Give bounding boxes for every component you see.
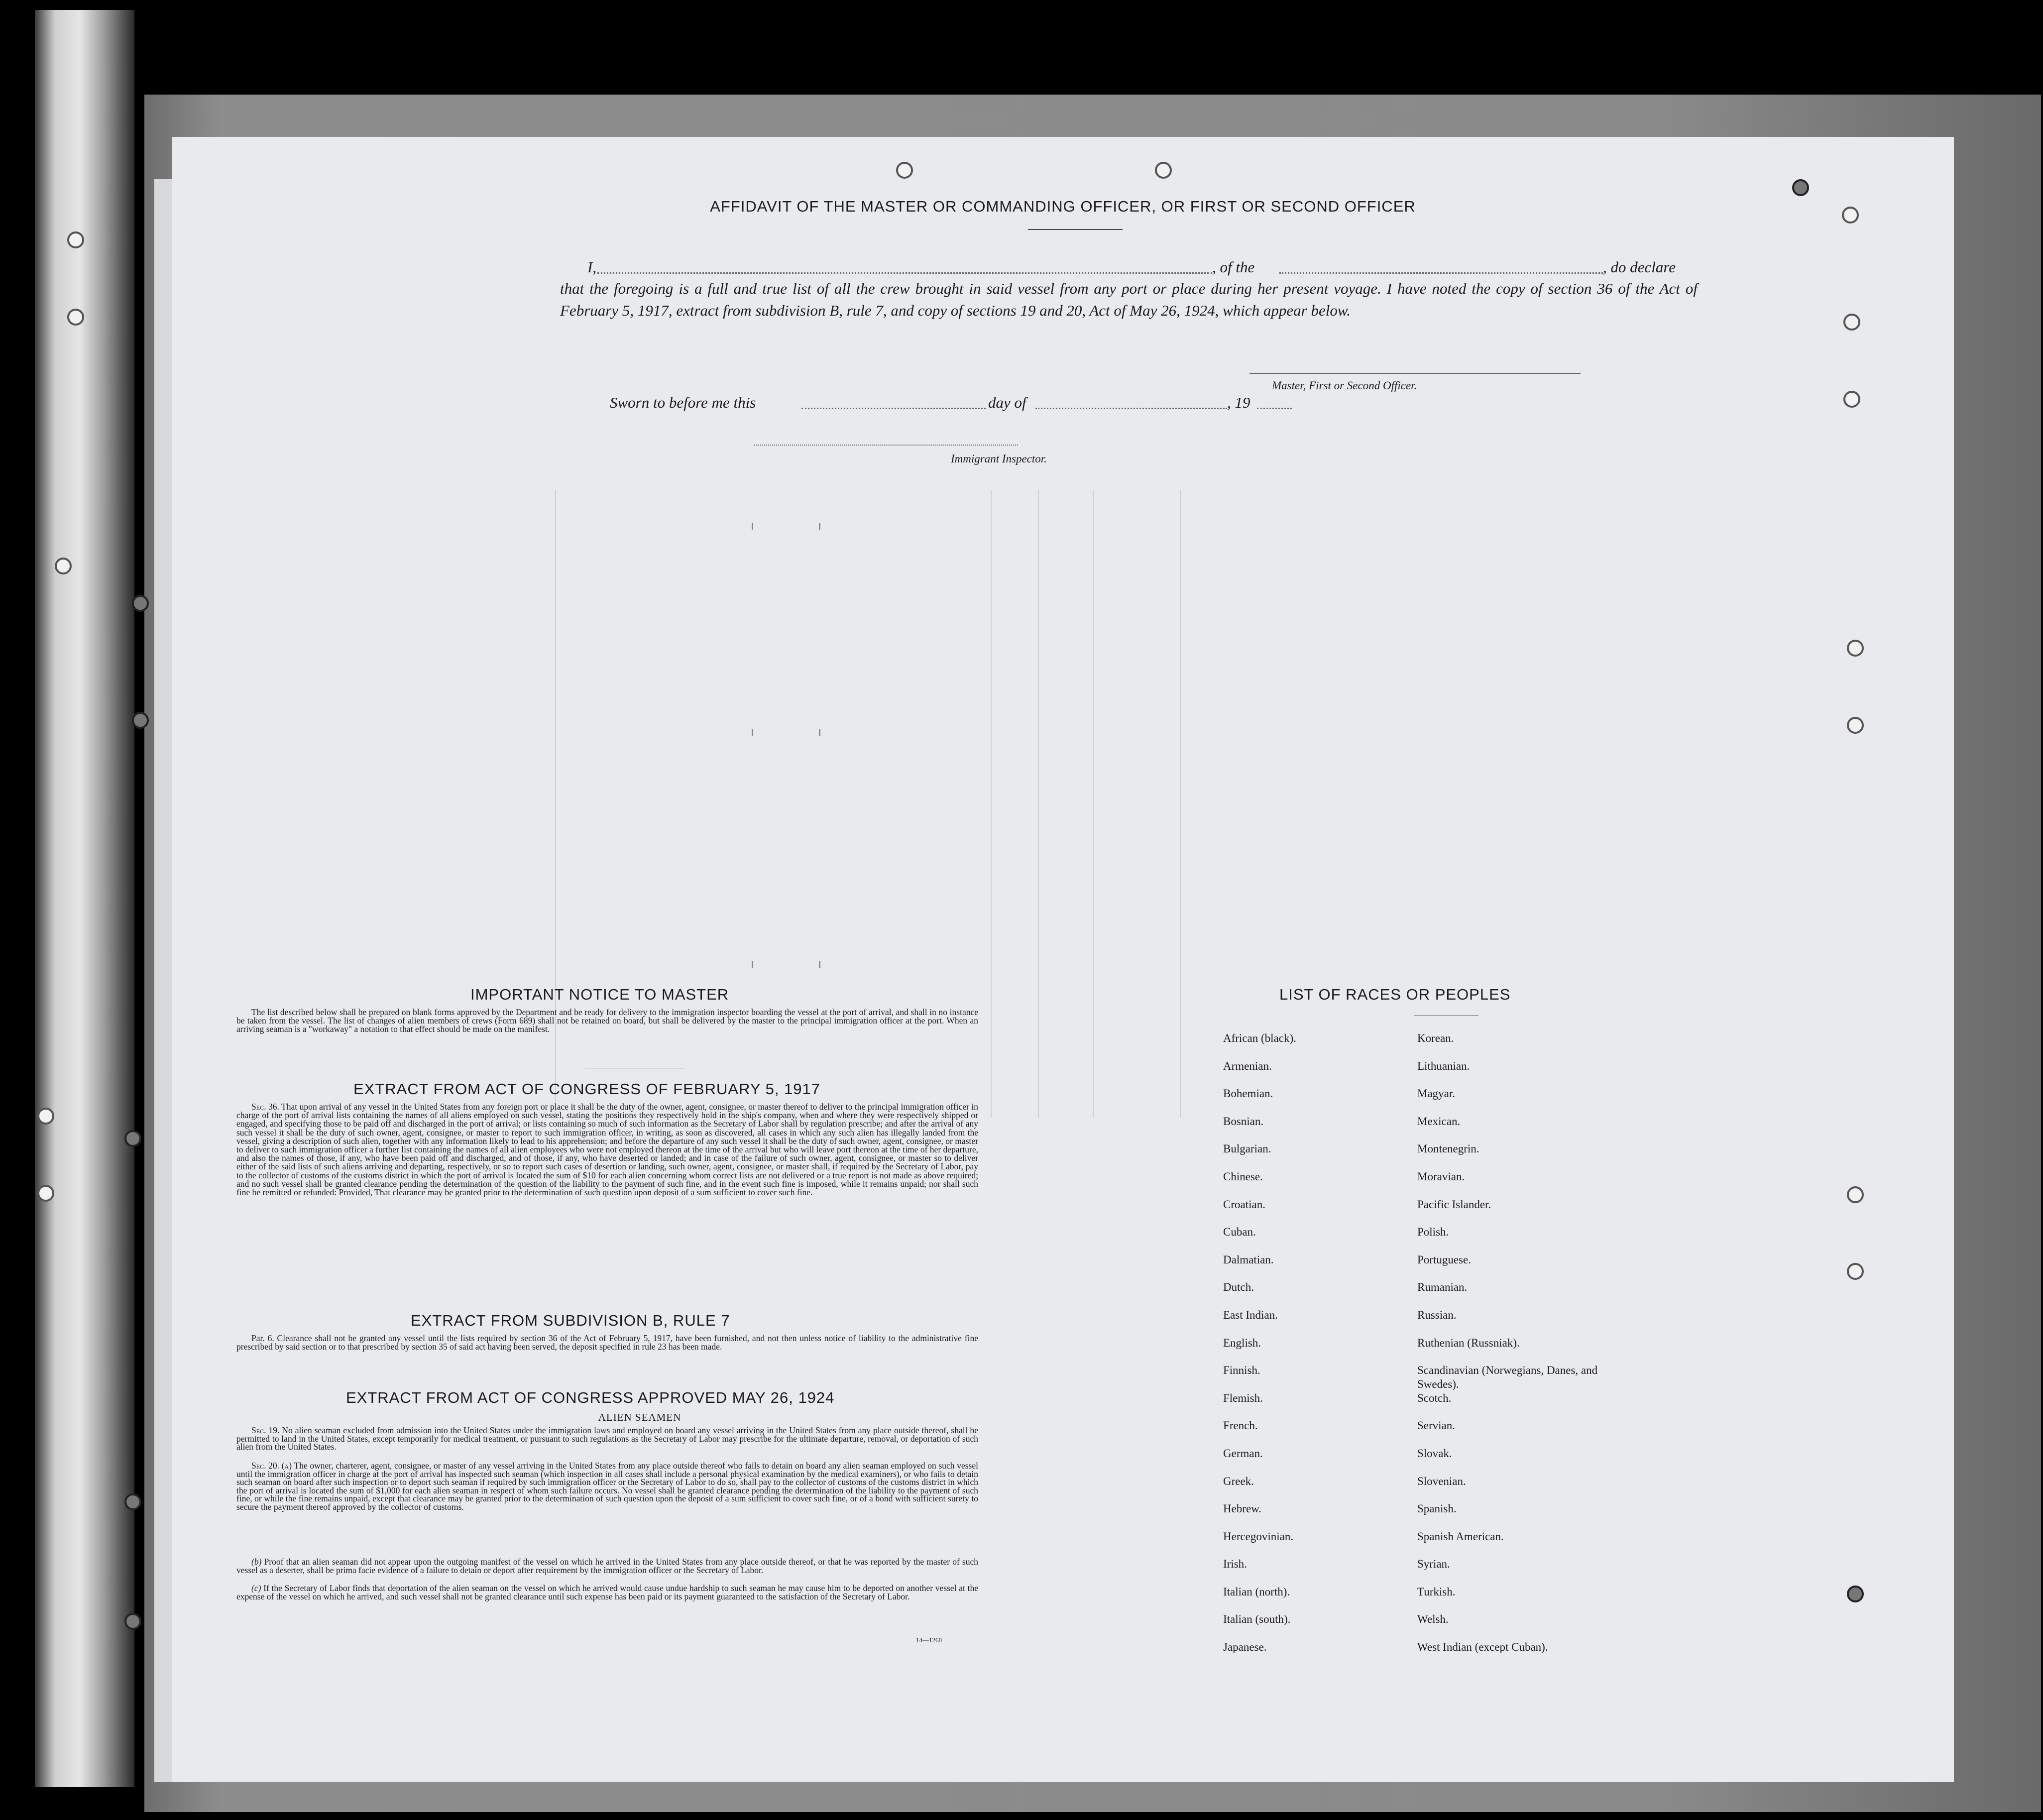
page-hole bbox=[1155, 162, 1172, 179]
scan-mark bbox=[752, 729, 753, 736]
race-item: Pacific Islander. bbox=[1417, 1198, 1491, 1211]
binder-hole bbox=[124, 1130, 141, 1147]
race-item: Croatian. bbox=[1223, 1198, 1265, 1211]
race-item: Armenian. bbox=[1223, 1059, 1272, 1072]
sec-20c-label: (c) bbox=[251, 1583, 261, 1593]
rule7-text: Par. 6. Clearance shall not be granted any vessel until the lists required by section 36 of the Act of February 5, 1917, have been furnished, and not then unless notice of liability to the administrative fine prescribed by said section or to that prescribed by section 35 of said act having been served, the deposit specified in rule 23 has been made. bbox=[236, 1333, 978, 1352]
race-item: Servian. bbox=[1417, 1419, 1456, 1432]
race-item: Finnish. bbox=[1223, 1364, 1260, 1377]
sec-36-text: That upon arrival of any vessel in the United States from any foreign port or place it shall be the duty of the owner, agent, consignee, or master thereof to deliver to the principal immigration officer in charge of the port of arrival lists containing the names of all aliens employed on such vessel, stating the positions they respectively hold in the ship's company, when and where they were respectively shipped or engaged, and specifying those to be paid off and discharged in the port of arrival; or lists containing so much of such information as the Secretary of Labor shall by regulation prescribe; and after the arrival of any such vessel it shall be the duty of such owner, agent, consignee, or master to report to such immigration officer, in writing, as soon as discovered, all cases in which any such alien has illegally landed from the vessel, giving a description of such alien, together with any information likely to lead to his apprehension; and before the departure of any such vessel it shall be the duty of such owner, agent, consignee, or master to deliver to such immigration officer a further list containing the names of all alien employees who were not employed thereon at the time of the arrival but who will leave port thereon at the time of her departure, and also the names of those, if any, who have been paid off and discharged, and of those, if any, who have deserted or landed; and in case of the failure of such owner, agent, consignee, or master so to deliver either of the said lists of such aliens arriving and departing, respectively, or so to report such cases of desertion or landing, such owner, agent, consignee, or master shall, if required by the Secretary of Labor, pay to the collector of customs of the customs district in which the port of arrival is located the sum of $10 for each alien concerning whom correct lists are not delivered or a true report is not made as above required; and no such vessel shall be granted clearance pending the determination of the question of the liability to the payment of such fine, and in the event such fine is imposed, while it remains unpaid; nor shall such fine be remitted or refunded: Provided, That clearance may be granted prior to the determination of such question upon deposit of a sum sufficient to cover such fine. bbox=[236, 1102, 978, 1198]
sec-20b-text bbox=[236, 1558, 978, 1574]
scan-mark bbox=[819, 961, 820, 968]
sec-20b-label: (b) bbox=[251, 1557, 262, 1567]
race-item: Scotch. bbox=[1417, 1391, 1452, 1404]
inspector-signature-line[interactable] bbox=[754, 445, 1018, 446]
rule7-title: EXTRACT FROM SUBDIVISION B, RULE 7 bbox=[411, 1312, 730, 1329]
scan-mark bbox=[819, 729, 820, 736]
column-rule bbox=[1180, 490, 1181, 1118]
races-title: LIST OF RACES OR PEOPLES bbox=[1279, 986, 1511, 1003]
notice-title: IMPORTANT NOTICE TO MASTER bbox=[470, 986, 729, 1003]
race-item: African (black). bbox=[1223, 1032, 1296, 1044]
page-hole bbox=[896, 162, 913, 179]
binder-hole bbox=[37, 1185, 54, 1202]
binder-edge bbox=[35, 10, 134, 1787]
sec-20b-body: Proof that an alien seaman did not appear upon the outgoing manifest of the vessel on which he arrived in the United States from any place outside thereof, or that he was reported by the master of such vessel as a deserter, shall be prima facie evidence of a failure to detain or deport after requirement by the immigration officer or the Secretary of Labor. bbox=[236, 1557, 979, 1575]
race-item: Moravian. bbox=[1417, 1170, 1465, 1183]
affidavit-line1-of-the: , of the bbox=[1212, 258, 1255, 276]
race-item: Hercegovinian. bbox=[1223, 1530, 1294, 1543]
sworn-month-blank[interactable] bbox=[1035, 408, 1227, 409]
notice-text: The list described below shall be prepared on blank forms approved by the Department and be ready for delivery to the immigration inspector boarding the vessel at the port of arrival, and shall in no instance be taken from the vessel. The list of changes of alien members of crews (Form 689) shall not be retained on board, but shall be delivered by the master to the principal immigration officer at the port. When an arriving seaman is a "workaway" a notation to that effect should be made on the manifest. bbox=[236, 1007, 978, 1034]
race-item: Spanish American. bbox=[1417, 1530, 1504, 1543]
scan-mark bbox=[752, 961, 753, 968]
sec-19-body: No alien seaman excluded from admission into the United States under the immigration laws and employed on board any vessel arriving in the United States from any place outside thereof, shall be permitted to land in the United States, except temporarily for medical treatment, or pursuant to such regulations as the Secretary of Labor may prescribe for the ultimate departure, removal, or deportation of such alien from the United States. bbox=[236, 1425, 979, 1452]
affidavit-body: that the foregoing is a full and true list of all the crew brought in said vessel from any port or place during her present voyage. I have noted the copy of section 36 of the Act of February 5, 1917, extract from subdivision B, rule 7, and copy of sections 19 and 20, Act of May 26, 1924, which appear below. bbox=[560, 280, 1698, 319]
binder-hole bbox=[132, 712, 149, 729]
race-item: Rumanian. bbox=[1417, 1281, 1468, 1294]
vessel-blank[interactable] bbox=[1279, 272, 1603, 274]
page-hole bbox=[1847, 640, 1864, 657]
extract-1924-title: EXTRACT FROM ACT OF CONGRESS APPROVED MAY 26, 1924 bbox=[346, 1389, 835, 1406]
sworn-year-blank[interactable] bbox=[1257, 408, 1292, 409]
sworn-year: , 19 bbox=[1227, 394, 1250, 411]
race-item: Irish. bbox=[1223, 1558, 1247, 1571]
race-item: Magyar. bbox=[1417, 1087, 1456, 1100]
race-item: Scandinavian (Norwegians, Danes, and Swedes). bbox=[1417, 1364, 1598, 1391]
sworn-day-blank[interactable] bbox=[801, 408, 986, 409]
column-rule bbox=[1093, 490, 1094, 1118]
race-item: Korean. bbox=[1417, 1032, 1454, 1044]
race-item: Flemish. bbox=[1223, 1391, 1263, 1404]
inspector-label: Immigrant Inspector. bbox=[951, 453, 1047, 465]
race-item: English. bbox=[1223, 1336, 1261, 1349]
sec-19-label: Sec. 19. bbox=[251, 1425, 280, 1435]
scan-mark bbox=[819, 523, 820, 530]
column-rule bbox=[1038, 490, 1039, 1118]
extract-1917-text bbox=[236, 1103, 978, 1197]
race-item: Chinese. bbox=[1223, 1170, 1263, 1183]
sec-20a-text bbox=[236, 1462, 978, 1511]
race-item: Italian (north). bbox=[1223, 1585, 1290, 1598]
sec-20c-text bbox=[236, 1584, 978, 1600]
name-blank[interactable] bbox=[597, 272, 1212, 274]
race-item: Montenegrin. bbox=[1417, 1142, 1479, 1155]
race-item: Japanese. bbox=[1223, 1641, 1267, 1654]
signature-line[interactable] bbox=[1249, 373, 1581, 374]
binder-hole bbox=[67, 309, 84, 326]
signature-label: Master, First or Second Officer. bbox=[1272, 379, 1417, 392]
sworn-day-of: day of bbox=[988, 394, 1026, 411]
scan-mark bbox=[752, 523, 753, 530]
race-item: Hebrew. bbox=[1223, 1502, 1262, 1515]
affidavit-line1-i: I, bbox=[587, 258, 597, 276]
race-item: Bohemian. bbox=[1223, 1087, 1273, 1100]
race-item: Russian. bbox=[1417, 1308, 1457, 1321]
race-item: Polish. bbox=[1417, 1226, 1449, 1239]
binder-hole bbox=[67, 231, 84, 248]
title-rule bbox=[1028, 229, 1123, 230]
sec-20-label: Sec. 20. (a) bbox=[251, 1461, 292, 1471]
page-hole bbox=[1847, 717, 1864, 734]
race-item: Turkish. bbox=[1417, 1585, 1456, 1598]
page-hole bbox=[1792, 179, 1809, 196]
sec-20a-body: The owner, charterer, agent, consignee, or master of any vessel arriving in the United States from any place outside thereof who fails to detain on board any alien seaman employed on such vessel until the immigration officer in charge at the port of arrival has inspected such seaman (which inspection in all cases shall include a personal physical examination by the medical examiners), or who fails to detain such seaman on board after such inspection or to deport such seaman if required by such immigration officer or the Secretary of Labor to do so, shall pay to the collector of customs of the customs district in which the port of arrival is located the sum of $1,000 for each alien seaman in respect of whom such failure occurs. No vessel shall be granted clearance pending the determination of the liability to the payment of such fine, or while the fine remains unpaid, except that clearance may be granted prior to the determination of such question upon the deposit of a sum sufficient to cover such fine, or of a bond with sufficient surety to secure the payment thereof approved by the collector of customs. bbox=[236, 1461, 979, 1512]
race-item: Bosnian. bbox=[1223, 1115, 1264, 1128]
race-item: West Indian (except Cuban). bbox=[1417, 1641, 1548, 1654]
binder-hole bbox=[124, 1493, 141, 1510]
column-rule bbox=[991, 490, 992, 1118]
race-item: East Indian. bbox=[1223, 1308, 1278, 1321]
race-item: Mexican. bbox=[1417, 1115, 1461, 1128]
page-hole bbox=[1843, 391, 1860, 408]
race-item: Cuban. bbox=[1223, 1226, 1256, 1239]
binder-hole bbox=[124, 1613, 141, 1630]
page-hole bbox=[1843, 314, 1860, 331]
race-item: Slovenian. bbox=[1417, 1475, 1466, 1487]
race-item: Slovak. bbox=[1417, 1447, 1452, 1460]
affidavit-line1-declare: , do declare bbox=[1603, 258, 1676, 276]
sec-19-text bbox=[236, 1426, 978, 1451]
race-item: Lithuanian. bbox=[1417, 1059, 1470, 1072]
manifest-page bbox=[172, 137, 1954, 1782]
race-item: German. bbox=[1223, 1447, 1263, 1460]
binder-hole bbox=[55, 558, 72, 574]
race-item: Portuguese. bbox=[1417, 1253, 1471, 1266]
race-item: Dutch. bbox=[1223, 1281, 1254, 1294]
races-column-2 bbox=[1417, 1031, 1626, 1668]
alien-seamen-subtitle: ALIEN SEAMEN bbox=[598, 1411, 681, 1423]
race-item: Greek. bbox=[1223, 1475, 1254, 1487]
binder-hole bbox=[132, 595, 149, 612]
page-hole bbox=[1847, 1186, 1864, 1203]
binder-hole bbox=[37, 1108, 54, 1125]
page-hole bbox=[1847, 1263, 1864, 1280]
race-item: French. bbox=[1223, 1419, 1258, 1432]
affidavit-title: AFFIDAVIT OF THE MASTER OR COMMANDING OFFICER, OR FIRST OR SECOND OFFICER bbox=[710, 198, 1416, 215]
race-item: Ruthenian (Russniak). bbox=[1417, 1336, 1520, 1349]
race-item: Welsh. bbox=[1417, 1613, 1449, 1626]
form-number: 14—1260 bbox=[916, 1636, 942, 1644]
race-item: Bulgarian. bbox=[1223, 1142, 1271, 1155]
race-item: Italian (south). bbox=[1223, 1613, 1291, 1626]
sec-36-label: Sec. 36. bbox=[251, 1102, 279, 1112]
races-column-1 bbox=[1223, 1031, 1412, 1668]
extract-1917-title: EXTRACT FROM ACT OF CONGRESS OF FEBRUARY 5, 1917 bbox=[353, 1080, 821, 1098]
sec-20c-body: If the Secretary of Labor finds that deportation of the alien seaman on the vessel on which he arrived would cause undue hardship to such seaman he may cause him to be deported on another vessel at the expense of the vessel on which he arrived, and such vessel shall not be granted clearance until such expense has been paid or its payment guaranteed to the satisfaction of the Secretary of Labor. bbox=[236, 1583, 979, 1601]
race-item: Dalmatian. bbox=[1223, 1253, 1274, 1266]
page-hole bbox=[1847, 1586, 1864, 1602]
race-item: Syrian. bbox=[1417, 1558, 1450, 1571]
sworn-text: Sworn to before me this bbox=[610, 394, 756, 411]
race-item: Spanish. bbox=[1417, 1502, 1457, 1515]
